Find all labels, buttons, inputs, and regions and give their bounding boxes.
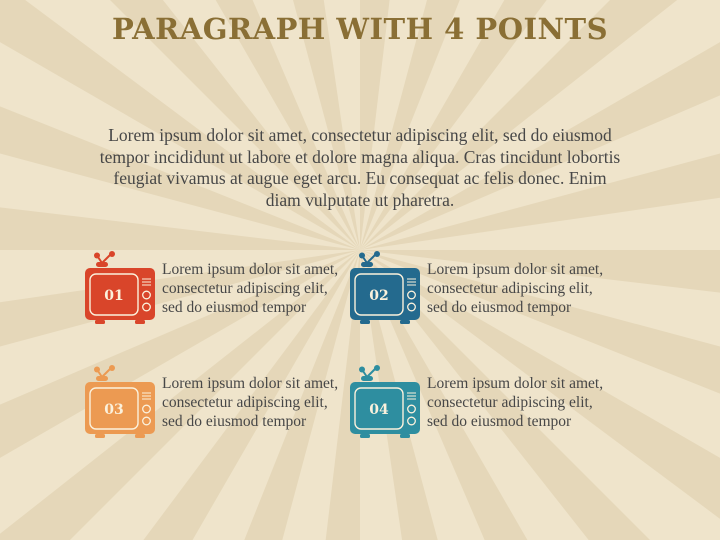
tv-foot xyxy=(95,434,105,438)
tv-number: 03 xyxy=(104,402,124,418)
antenna-tip xyxy=(109,365,115,371)
tv-foot xyxy=(400,320,410,324)
point-04 xyxy=(350,364,620,444)
tv-number: 02 xyxy=(369,288,389,304)
point-04-text: Lorem ipsum dolor sit amet, consectetur adipiscing elit, sed do eiusmod tempor xyxy=(427,375,604,430)
point-02 xyxy=(350,250,620,330)
tv-icon xyxy=(85,250,159,326)
tv-foot xyxy=(360,434,370,438)
antenna-base xyxy=(361,376,373,381)
tv-foot xyxy=(400,434,410,438)
tv-icon xyxy=(350,364,424,440)
point-01 xyxy=(85,250,355,330)
antenna-right xyxy=(367,255,375,263)
tv-number: 04 xyxy=(369,402,389,418)
point-02-text: Lorem ipsum dolor sit amet, consectetur adipiscing elit, sed do eiusmod tempor xyxy=(427,261,604,316)
antenna-tip xyxy=(94,253,100,259)
antenna-base xyxy=(96,262,108,267)
antenna-base xyxy=(96,376,108,381)
point-03-text: Lorem ipsum dolor sit amet, consectetur adipiscing elit, sed do eiusmod tempor xyxy=(162,375,339,430)
tv-icon xyxy=(350,250,424,326)
antenna-tip xyxy=(374,251,380,257)
tv-foot xyxy=(95,320,105,324)
tv-icon xyxy=(85,364,159,440)
antenna-tip xyxy=(109,251,115,257)
antenna-base xyxy=(361,262,373,267)
antenna-tip xyxy=(94,367,100,373)
antenna-right xyxy=(367,369,375,377)
antenna-tip xyxy=(359,253,365,259)
slide-title: PARAGRAPH WITH 4 POINTS xyxy=(111,12,609,46)
tv-foot xyxy=(135,320,145,324)
intro-paragraph: Lorem ipsum dolor sit amet, consectetur adipiscing elit, sed do eiusmod tempor incididunt ut labore et dolore magna aliqua. Cras tincidunt lobortis feugiat vivamus at augue eget arcu. Eu consequat ac felis donec. Enim diam vulputate ut pharetra. xyxy=(99,125,621,210)
point-03 xyxy=(85,364,355,444)
tv-number: 01 xyxy=(104,288,124,304)
antenna-tip xyxy=(359,367,365,373)
tv-foot xyxy=(360,320,370,324)
point-01-text: Lorem ipsum dolor sit amet, consectetur adipiscing elit, sed do eiusmod tempor xyxy=(162,261,339,316)
tv-foot xyxy=(135,434,145,438)
antenna-right xyxy=(102,369,110,377)
antenna-right xyxy=(102,255,110,263)
antenna-tip xyxy=(374,365,380,371)
